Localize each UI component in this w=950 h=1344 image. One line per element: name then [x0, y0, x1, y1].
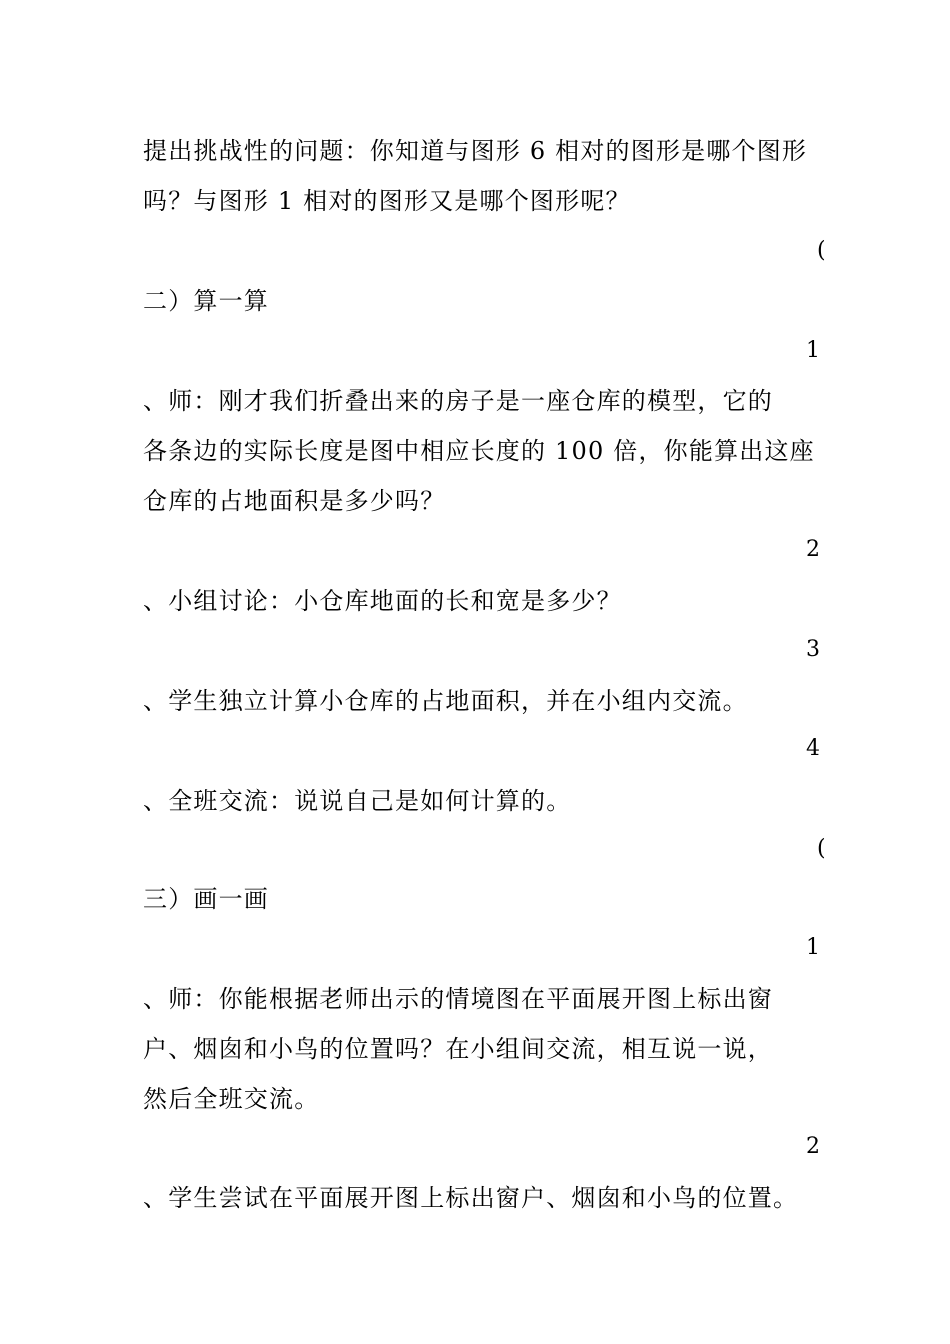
section-3-item-2-number: 2 [806, 1134, 820, 1159]
section-2-item-1-line-3: 仓库的占地面积是多少吗？ [143, 487, 446, 515]
section-3-item-1-line-3: 然后全班交流。 [143, 1085, 320, 1113]
section-2-open-paren: ( [817, 238, 826, 263]
section-2-item-2-line-1: 、小组讨论：小仓库地面的长和宽是多少？ [143, 587, 622, 615]
section-2-item-3-number: 3 [806, 637, 820, 662]
section-3-item-2-line-1: 、学生尝试在平面展开图上标出窗户、烟囱和小鸟的位置。 [143, 1184, 799, 1212]
section-2-item-3-line-1: 、学生独立计算小仓库的占地面积，并在小组内交流。 [143, 687, 748, 715]
section-3-open-paren: ( [817, 836, 826, 861]
section-2-item-1-line-2: 各条边的实际长度是图中相应长度的 100 倍，你能算出这座 [143, 437, 815, 465]
section-2-heading: 二）算一算 [143, 287, 269, 315]
section-2-item-4-number: 4 [806, 736, 820, 761]
section-2-item-4-line-1: 、全班交流：说说自己是如何计算的。 [143, 787, 572, 815]
section-3-item-1-line-1: 、师：你能根据老师出示的情境图在平面展开图上标出窗 [143, 985, 773, 1013]
section-3-item-1-line-2: 户、烟囱和小鸟的位置吗？在小组间交流，相互说一说， [143, 1035, 773, 1063]
paragraph-1-line-2: 吗？与图形 1 相对的图形又是哪个图形呢？ [143, 187, 631, 215]
section-2-item-1-line-1: 、师：刚才我们折叠出来的房子是一座仓库的模型，它的 [143, 387, 773, 415]
section-3-item-1-number: 1 [806, 935, 820, 960]
paragraph-1-line-1: 提出挑战性的问题：你知道与图形 6 相对的图形是哪个图形 [143, 137, 808, 165]
section-2-item-1-number: 1 [806, 338, 820, 363]
section-2-item-2-number: 2 [806, 537, 820, 562]
section-3-heading: 三）画一画 [143, 885, 269, 913]
